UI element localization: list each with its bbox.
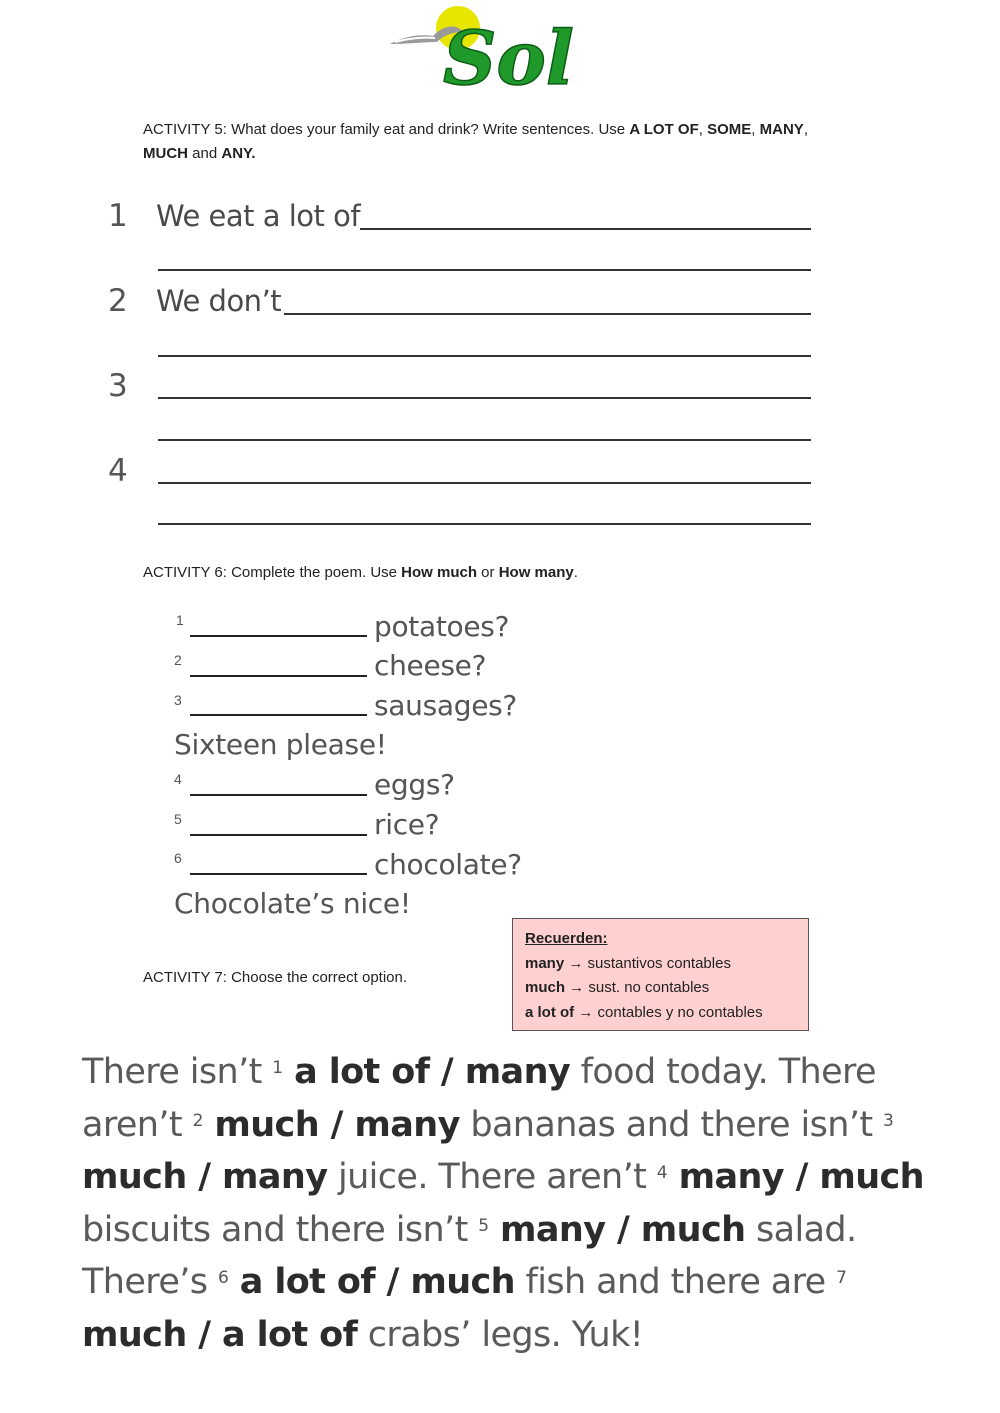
poem-line: Chocolate’s nice! xyxy=(174,887,411,920)
answer-line[interactable] xyxy=(158,523,811,525)
poem-word: sausages? xyxy=(374,689,517,722)
activity5-number: 1 xyxy=(108,198,128,234)
poem-blank[interactable] xyxy=(190,794,367,796)
poem-number: 5 xyxy=(174,811,182,827)
answer-line[interactable] xyxy=(158,269,811,271)
activity7-instruction: ACTIVITY 7: Choose the correct option. xyxy=(143,969,408,986)
activity5-number: 2 xyxy=(108,283,128,319)
poem-word: chocolate? xyxy=(374,848,522,881)
answer-line[interactable] xyxy=(158,482,811,484)
poem-number: 3 xyxy=(174,692,182,708)
reminder-rule: a lot of → contables y no contables xyxy=(525,1003,763,1021)
svg-text:Sol: Sol xyxy=(443,16,574,94)
poem-blank[interactable] xyxy=(190,635,367,637)
poem-number: 4 xyxy=(174,771,182,787)
activity5-number: 3 xyxy=(108,368,128,404)
answer-line[interactable] xyxy=(284,313,811,315)
activity5-instruction: ACTIVITY 5: What does your family eat and drink? Write sentences. Use A LOT OF, SOME, MANY, MUCH and ANY. xyxy=(143,121,808,162)
poem-number: 1 xyxy=(176,612,184,628)
option-choice[interactable]: many / much xyxy=(488,1209,746,1250)
poem-blank[interactable] xyxy=(190,714,367,716)
poem-word: rice? xyxy=(374,808,440,841)
sol-logo xyxy=(385,2,585,94)
option-choice[interactable]: much / many xyxy=(202,1104,460,1145)
reminder-title: Recuerden: xyxy=(525,930,608,947)
reminder-rule: much → sust. no contables xyxy=(525,979,710,996)
poem-word: eggs? xyxy=(374,768,455,801)
answer-line[interactable] xyxy=(158,439,811,441)
poem-number: 6 xyxy=(174,850,182,866)
activity5-prompt: We eat a lot of xyxy=(156,199,361,233)
reminder-rule: many → sustantivos contables xyxy=(525,954,731,972)
option-choice[interactable]: a lot of / many xyxy=(282,1052,571,1092)
answer-line[interactable] xyxy=(158,397,811,399)
answer-line[interactable] xyxy=(360,228,811,230)
option-choice[interactable]: many / much xyxy=(666,1157,924,1197)
poem-blank[interactable] xyxy=(190,873,367,875)
poem-blank[interactable] xyxy=(190,834,367,836)
answer-line[interactable] xyxy=(158,355,811,357)
option-choice[interactable]: much / a lot of xyxy=(82,1314,358,1355)
activity5-number: 4 xyxy=(108,453,128,489)
activity7-paragraph: There isn’t $^1$ a lot of / many food today. There aren’t $^2$ much / many bananas and there isn’t $^3$ much / many juice. There aren’t $^4$ many / much biscuits and there isn’t $^5$ many / much salad. There’s $^6$ a lot of / much fish and there are $^7$ much / a lot of crabs’ legs. Yuk! xyxy=(82,1052,924,1355)
poem-line: Sixteen please! xyxy=(174,728,387,761)
activity5-prompt: We don’t xyxy=(156,284,282,318)
option-choice[interactable]: a lot of / much xyxy=(228,1262,515,1302)
reminder-box xyxy=(512,918,809,1031)
poem-word: potatoes? xyxy=(374,610,510,643)
poem-word: cheese? xyxy=(374,649,487,682)
poem-number: 2 xyxy=(174,652,182,668)
poem-blank[interactable] xyxy=(190,675,367,677)
activity6-instruction: ACTIVITY 6: Complete the poem. Use How much or How many. xyxy=(143,564,578,581)
option-choice[interactable]: much / many xyxy=(82,1157,328,1197)
